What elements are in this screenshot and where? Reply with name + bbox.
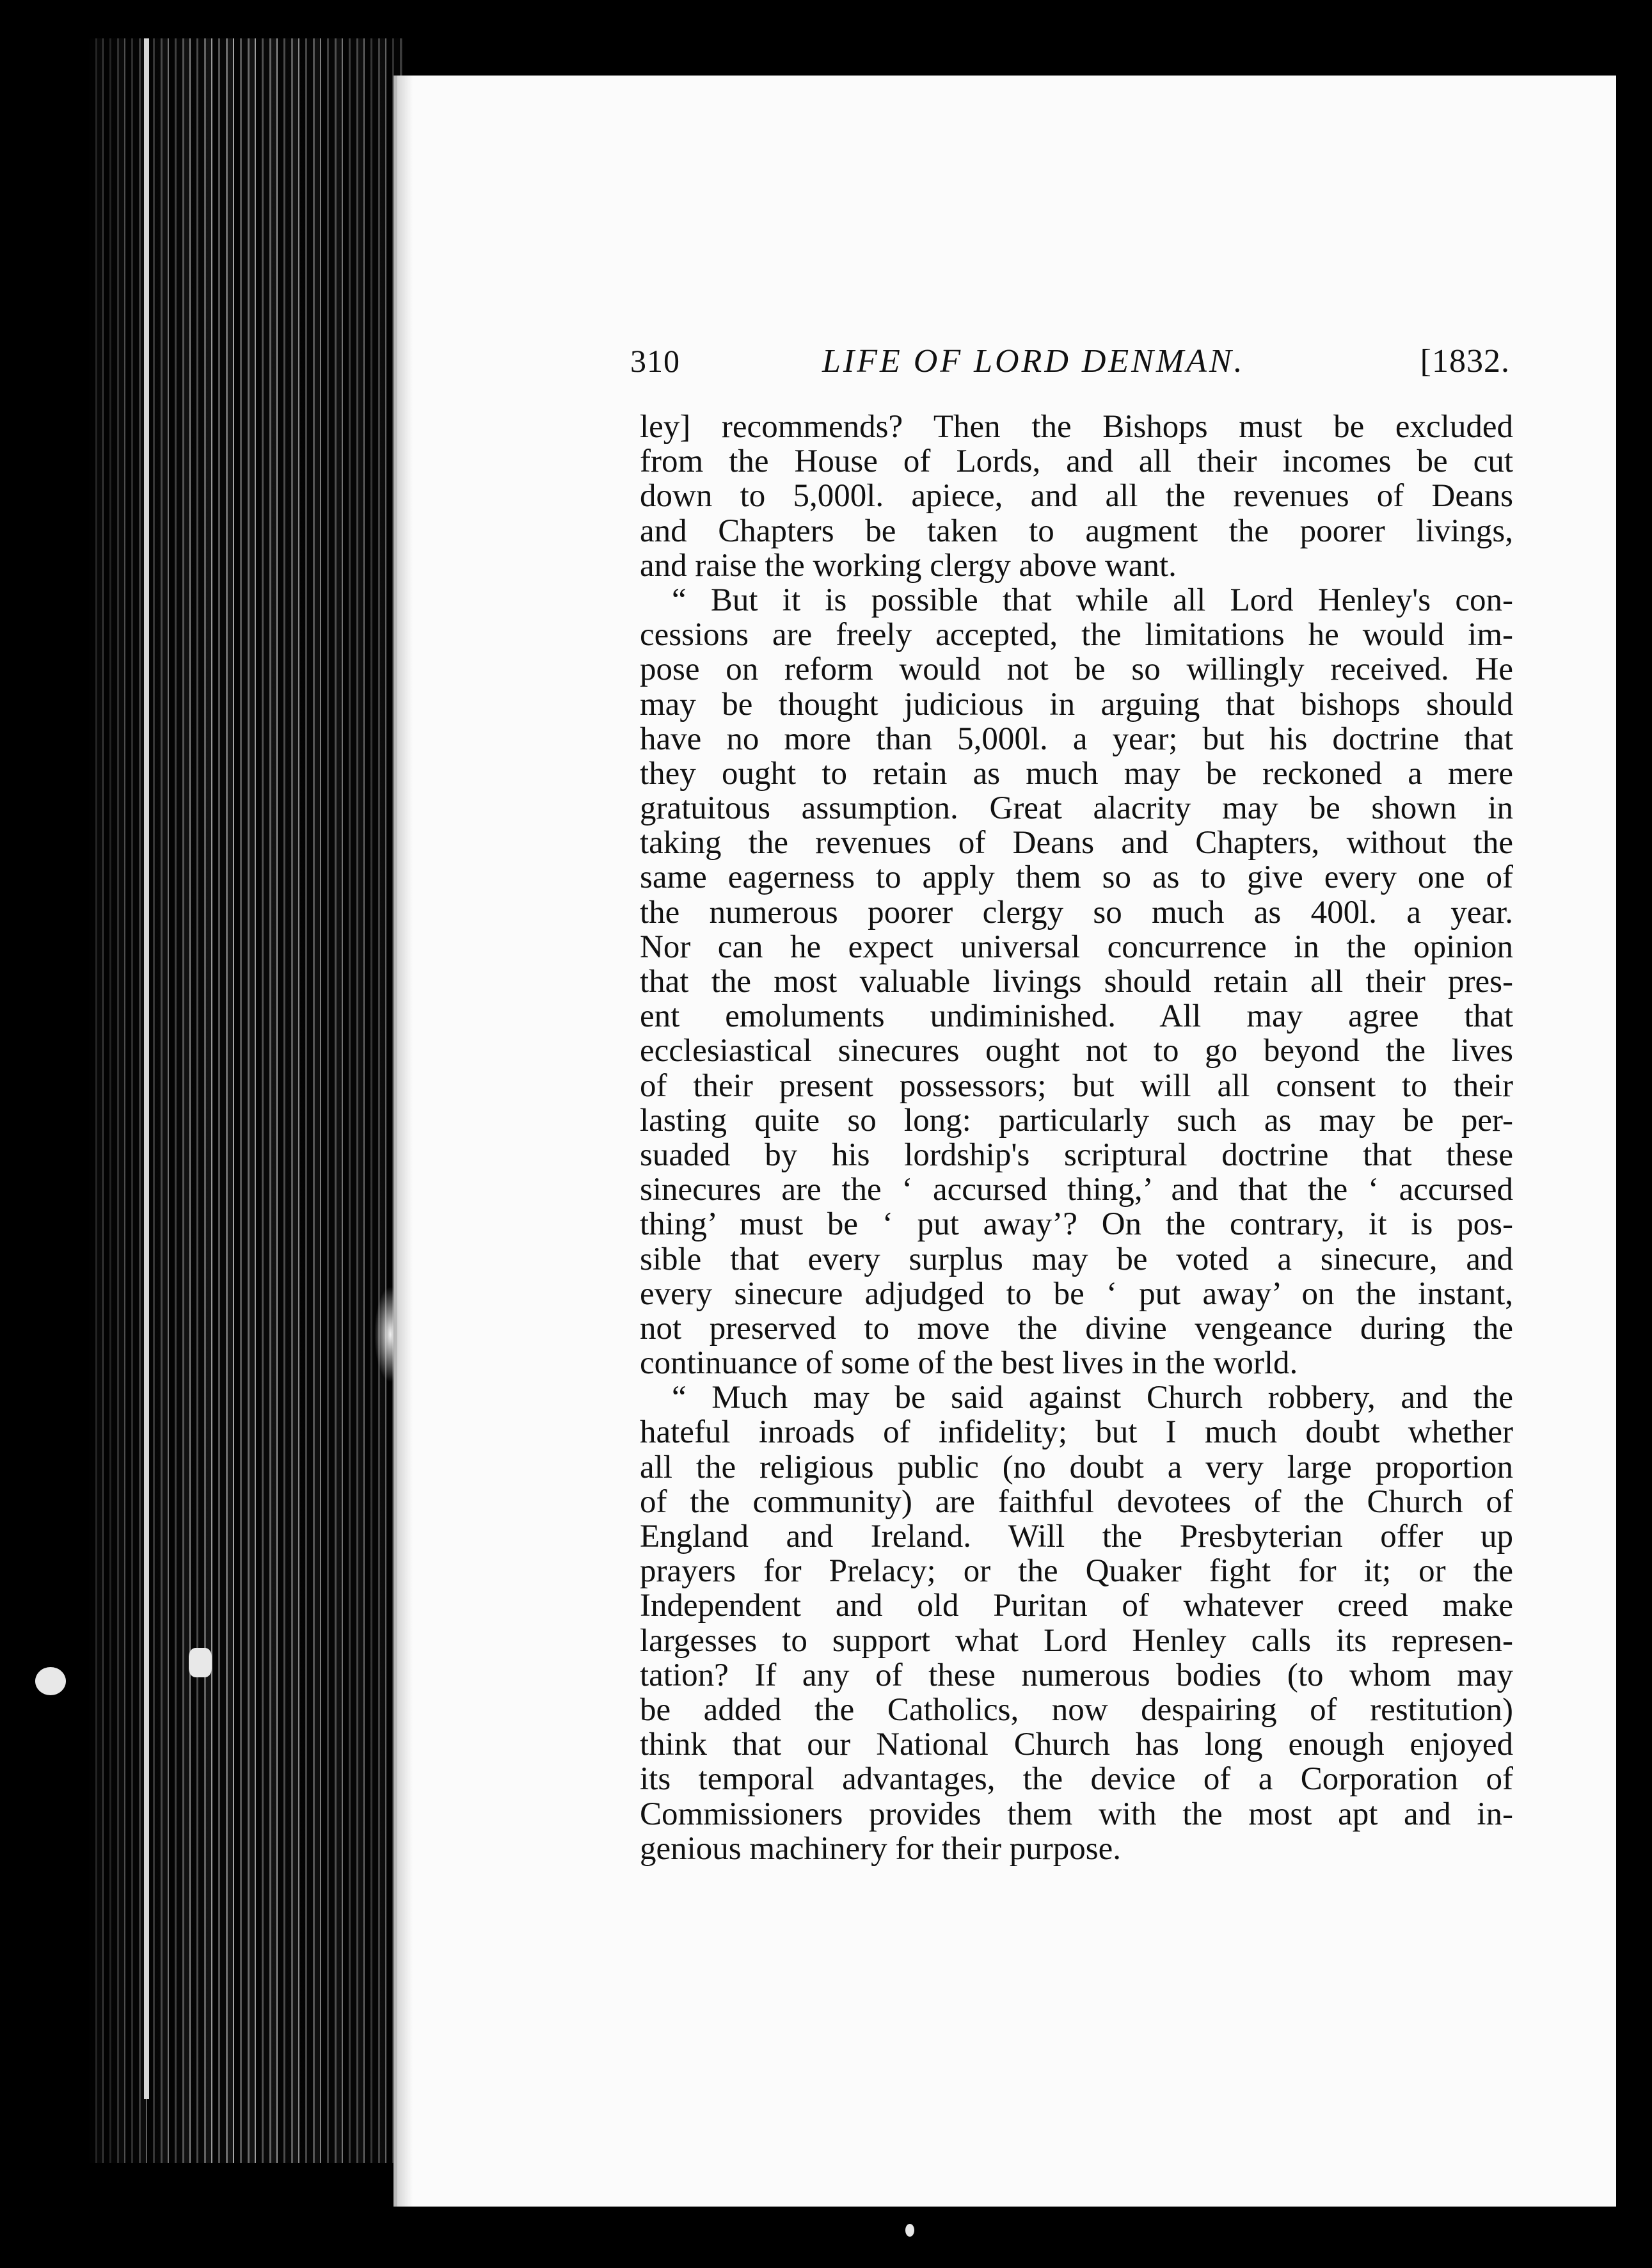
text-line: the numerous poorer clergy so much as 400l. a year. (640, 894, 1513, 930)
scan-speck (189, 1648, 212, 1677)
text-line: be added the Catholics, now despairing of restitution) (640, 1691, 1513, 1728)
text-line: sinecures are the ‘ accursed thing,’ and that the ‘ accursed (640, 1172, 1513, 1208)
running-header (630, 342, 1510, 394)
text-line: of their present possessors; but will all consent to their (640, 1067, 1513, 1104)
text-line: cessions are freely accepted, the limitations he would im- (640, 617, 1513, 653)
text-line: “ Much may be said against Church robbery, and the (672, 1380, 1513, 1416)
text-line: suaded by his lordship's scriptural doctrine that these (640, 1137, 1513, 1173)
text-line: ent emoluments undiminished. All may agree that (640, 998, 1513, 1035)
text-line: that the most valuable livings should retain all their pres- (640, 964, 1513, 1000)
text-line: lasting quite so long: particularly such as may be per- (640, 1102, 1513, 1138)
text-line: genious machinery for their purpose. (640, 1830, 1122, 1867)
text-line: pose on reform would not be so willingly received. He (640, 651, 1513, 688)
text-line: every sinecure adjudged to be ‘ put away’ on the instant, (640, 1275, 1513, 1312)
scan-speck (35, 1667, 66, 1695)
text-line: hateful inroads of infidelity; but I much doubt whether (640, 1414, 1513, 1451)
text-line: and raise the working clergy above want. (640, 547, 1177, 584)
text-line: prayers for Prelacy; or the Quaker fight for it; or the (640, 1553, 1513, 1590)
binding-edge-line (144, 38, 149, 2099)
page-number: 310 (630, 343, 680, 379)
text-line: Commissioners provides them with the most apt and in- (640, 1796, 1513, 1832)
text-line: ley] recommends? Then the Bishops must be excluded (640, 409, 1513, 445)
text-line: tation? If any of these numerous bodies (to whom may (640, 1657, 1513, 1693)
text-line: of the community) are faithful devotees of the Church of (640, 1483, 1513, 1520)
page-gutter-shadow (393, 76, 413, 2207)
text-line: taking the revenues of Deans and Chapters, without the (640, 825, 1513, 861)
body-text (640, 410, 1513, 1866)
text-line: “ But it is possible that while all Lord Henley's con- (672, 582, 1513, 618)
scan-speck (905, 2224, 914, 2237)
text-line: largesses to support what Lord Henley calls its represen- (640, 1622, 1513, 1659)
text-line: they ought to retain as much may be reckoned a mere (640, 755, 1513, 792)
text-line: thing’ must be ‘ put away’? On the contrary, it is pos- (640, 1206, 1513, 1243)
text-line: and Chapters be taken to augment the poorer livings, (640, 513, 1513, 549)
running-title: LIFE OF LORD DENMAN. (822, 343, 1245, 379)
text-line: ecclesiastical sinecures ought not to go beyond the lives (640, 1033, 1513, 1069)
text-line: England and Ireland. Will the Presbyterian offer up (640, 1519, 1513, 1554)
text-line: down to 5,000l. apiece, and all the revenues of Deans (640, 478, 1513, 515)
text-line: think that our National Church has long enough enjoyed (640, 1727, 1513, 1763)
text-line: continuance of some of the best lives in the world. (640, 1345, 1298, 1382)
text-line: same eagerness to apply them so as to give every one of (640, 859, 1513, 896)
text-line: Nor can he expect universal concurrence in the opinion (640, 929, 1513, 965)
text-line: all the religious public (no doubt a very large proportion (640, 1449, 1513, 1485)
text-line: may be thought judicious in arguing that bishops should (640, 686, 1513, 723)
page-edges-shadow (90, 38, 403, 2163)
text-line: from the House of Lords, and all their incomes be cut (640, 443, 1513, 480)
text-line: sible that every surplus may be voted a sinecure, and (640, 1241, 1513, 1277)
text-line: Independent and old Puritan of whatever creed make (640, 1588, 1513, 1624)
text-line: its temporal advantages, the device of a Corporation of (640, 1761, 1513, 1798)
text-line: gratuitous assumption. Great alacrity may be shown in (640, 790, 1513, 827)
header-year: [1832. (1420, 343, 1510, 379)
text-line: not preserved to move the divine vengeance during the (640, 1310, 1513, 1346)
text-line: have no more than 5,000l. a year; but his doctrine that (640, 721, 1513, 757)
